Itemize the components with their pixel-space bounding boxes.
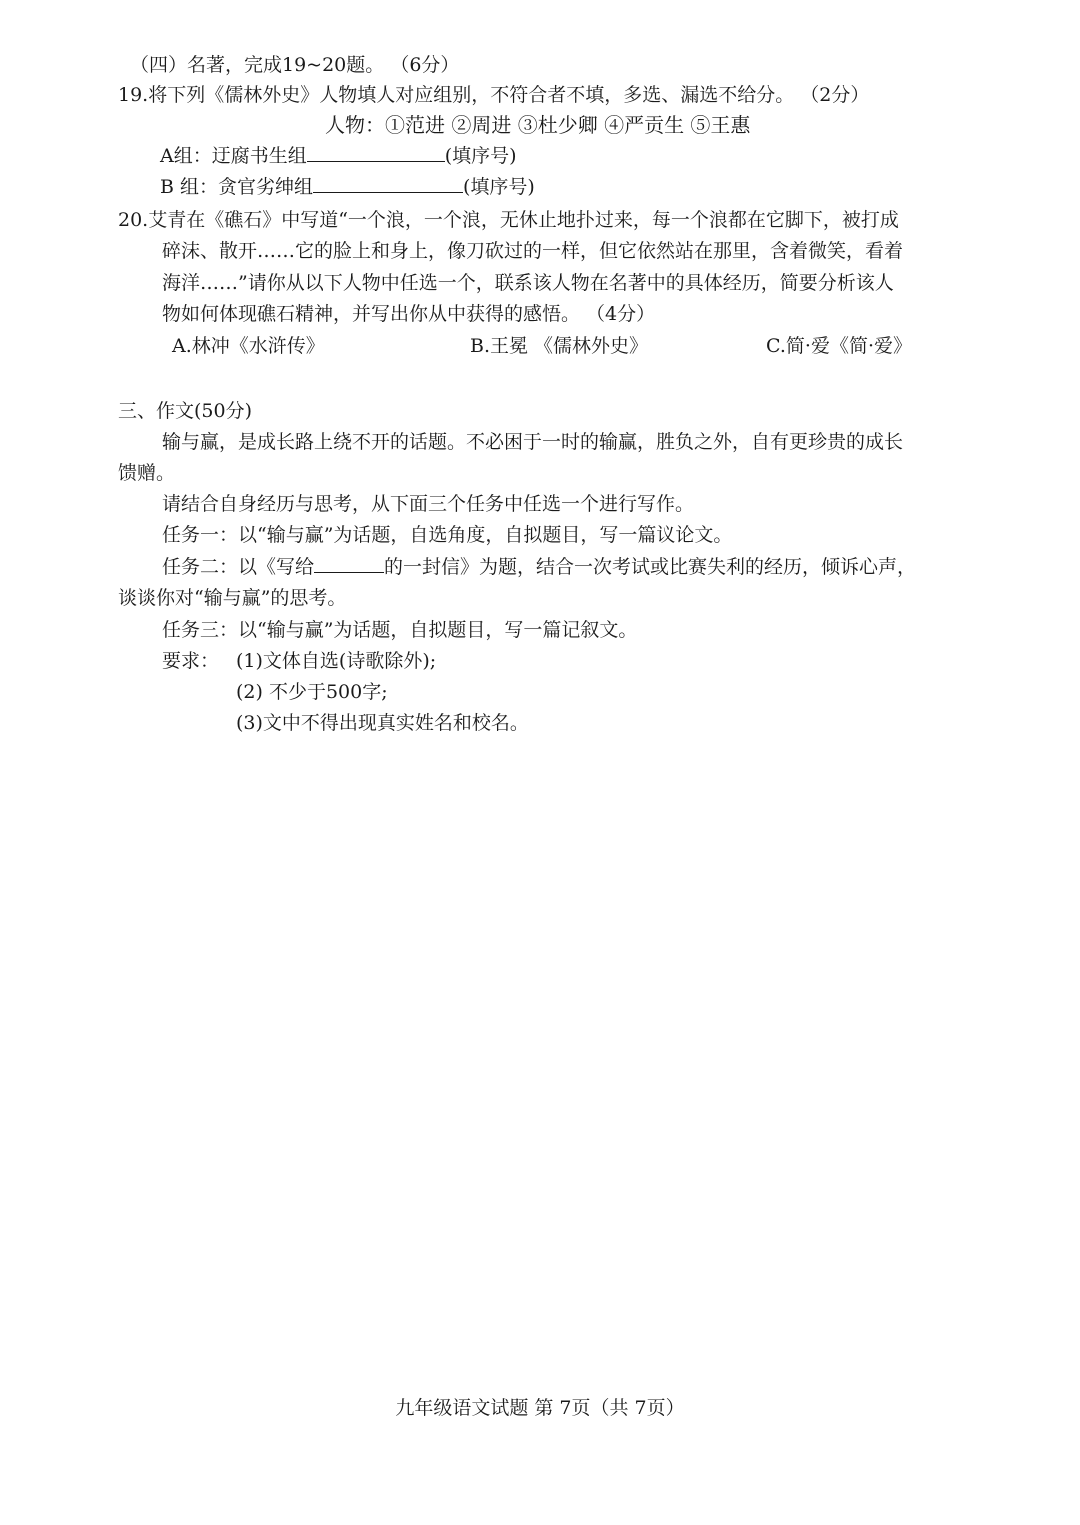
essay-requirements-label: 要求： — [162, 650, 220, 672]
essay-task-1: 任务一：以“输与赢”为话题，自选角度，自拟题目，写一篇议论文。 — [162, 524, 733, 546]
group-b-row — [160, 174, 535, 200]
group-a-row — [160, 143, 517, 169]
group-b-suffix: (填序号) — [463, 176, 535, 198]
essay-requirement-2: (2) 不少于500字; — [236, 681, 388, 703]
question-19-stem: 19.将下列《儒林外史》人物填人对应组别，不符合者不填，多选、漏选不给分。 （2分） — [118, 84, 870, 106]
essay-instruction: 请结合自身经历与思考，从下面三个任务中任选一个进行写作。 — [162, 493, 695, 515]
essay-task-2-title-blank[interactable] — [314, 554, 384, 573]
question-20-option-b: B.王冕 《儒林外史》 — [470, 335, 649, 357]
question-20-option-c: C.简·爱《简·爱》 — [766, 335, 912, 357]
question-19-characters: 人物：①范进 ②周进 ③杜少卿 ④严贡生 ⑤王惠 — [325, 113, 751, 137]
essay-task-2-suffix: 的一封信》为题，结合一次考试或比赛失利的经历，倾诉心声， — [384, 556, 917, 578]
section-4-heading: （四）名著，完成19~20题。 （6分） — [130, 54, 460, 76]
essay-intro-line-1: 输与赢，是成长路上绕不开的话题。不必困于一时的输赢，胜负之外，自有更珍贵的成长 — [162, 431, 904, 453]
essay-task-2-line-2: 谈谈你对“输与赢”的思考。 — [118, 587, 347, 609]
question-20-option-a: A.林冲《水浒传》 — [172, 335, 325, 357]
question-20-line-1: 20.艾青在《礁石》中写道“一个浪，一个浪，无休止地扑过来，每一个浪都在它脚下，被打成 — [118, 209, 899, 231]
page-footer: 九年级语文试题 第 7页（共 7页） — [395, 1397, 685, 1419]
group-b-answer-blank[interactable] — [313, 174, 463, 193]
section-3-heading: 三、作文(50分) — [118, 400, 253, 422]
essay-task-2 — [162, 554, 916, 580]
essay-requirement-3: (3)文中不得出现真实姓名和校名。 — [236, 712, 529, 734]
group-a-suffix: (填序号) — [444, 145, 517, 167]
question-20-line-3: 海洋……”请你从以下人物中任选一个，联系该人物在名著中的具体经历，简要分析该人 — [162, 272, 894, 294]
question-20-line-4: 物如何体现礁石精神，并写出你从中获得的感悟。 （4分） — [162, 303, 656, 325]
group-a-label: A组：迂腐书生组 — [160, 145, 307, 167]
essay-task-2-prefix: 任务二：以《写给 — [162, 556, 315, 578]
essay-intro-line-2: 馈赠。 — [118, 462, 176, 484]
question-20-line-2: 碎沫、散开……它的脸上和身上，像刀砍过的一样，但它依然站在那里，含着微笑，看着 — [162, 240, 904, 262]
essay-requirement-1: (1)文体自选(诗歌除外); — [236, 650, 437, 672]
group-a-answer-blank[interactable] — [307, 143, 445, 162]
group-b-label: B 组：贪官劣绅组 — [160, 176, 314, 198]
essay-task-3: 任务三：以“输与赢”为话题，自拟题目，写一篇记叙文。 — [162, 619, 638, 641]
